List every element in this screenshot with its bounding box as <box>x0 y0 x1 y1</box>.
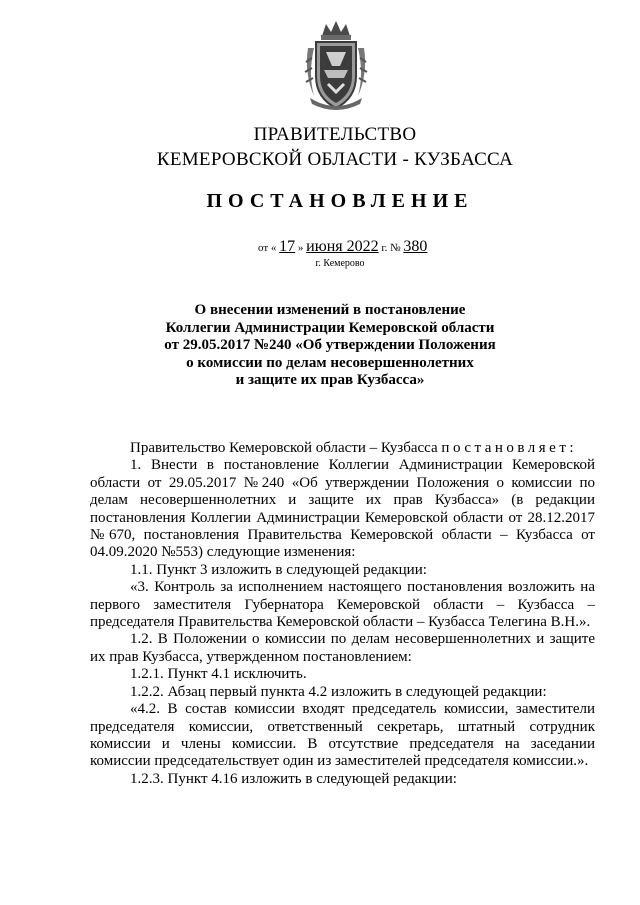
decree-subject <box>120 302 540 390</box>
number-sign: № <box>390 242 401 254</box>
body-paragraph: 1.2.3. Пункт 4.16 изложить в следующей редакции: <box>130 770 457 787</box>
coat-of-arms-icon <box>300 18 372 114</box>
region-title: КЕМЕРОВСКОЙ ОБЛАСТИ - КУЗБАССА <box>156 149 514 170</box>
subject-line: от 29.05.2017 №240 «Об утверждении Положения <box>164 337 496 353</box>
close-quote: » <box>297 242 304 254</box>
decree-city: г. Кемерово <box>315 258 365 269</box>
from-label: от <box>258 242 269 254</box>
intro-resolves: постановляет: <box>441 440 578 456</box>
year-suffix: г. <box>381 242 388 254</box>
government-title: ПРАВИТЕЛЬСТВО <box>253 124 417 145</box>
subject-line: о комиссии по делам несовершеннолетних <box>186 354 474 371</box>
decree-body <box>90 440 595 788</box>
body-paragraph: 1.1. Пункт 3 изложить в следующей редакции: <box>130 561 427 578</box>
body-paragraph: 1.2.2. Абзац первый пункта 4.2 изложить в следующей редакции: <box>130 683 547 700</box>
subject-line: и защите их прав Кузбасса» <box>235 372 425 388</box>
decree-date-number <box>258 238 427 256</box>
decree-number: 380 <box>403 238 428 255</box>
decree-day: 17 <box>279 238 296 255</box>
body-paragraph: «3. Контроль за исполнением настоящего постановления возложить на первого заместителя Губернатора Кемеровской области – Кузбасса – председателя Правительства Кемеровской области – Кузбасса Телегина В.Н.». <box>90 579 595 631</box>
intro-paragraph <box>90 440 595 457</box>
subject-line: Коллегии Администрации Кемеровской области <box>165 319 495 336</box>
body-paragraph: 1.2.1. Пункт 4.1 исключить. <box>130 666 307 683</box>
body-paragraph: 1.2. В Положении о комиссии по делам несовершеннолетних и защите их прав Кузбасса, утвержденном постановлением: <box>90 631 595 665</box>
open-quote: « <box>270 242 277 254</box>
body-paragraph: «4.2. В состав комиссии входят председатель комиссии, заместители председателя комиссии, ответственный секретарь, штатный сотрудник комиссии и члены комиссии. В отсутствие председателя на заседании комиссии председательствует один из заместителей председателя комиссии.». <box>90 701 595 770</box>
decree-month-year: июня 2022 <box>306 238 379 255</box>
body-paragraph: 1. Внести в постановление Коллегии Администрации Кемеровской области от 29.05.2017 №240 «Об утверждении Положения о комиссии по делам несовершеннолетних и защите их прав Кузбасса» (в редакции постановления Коллегии Администрации Кемеровской области от 28.12.2017 №670, постановления Правительства Кемеровской области – Кузбасса от 04.09.2020 №553) следующие изменения: <box>90 457 595 561</box>
intro-text: Правительство Кемеровской области – Кузбасса <box>130 440 438 456</box>
document-type-heading: ПОСТАНОВЛЕНИЕ <box>206 190 474 212</box>
subject-line: О внесении изменений в постановление <box>194 302 466 318</box>
